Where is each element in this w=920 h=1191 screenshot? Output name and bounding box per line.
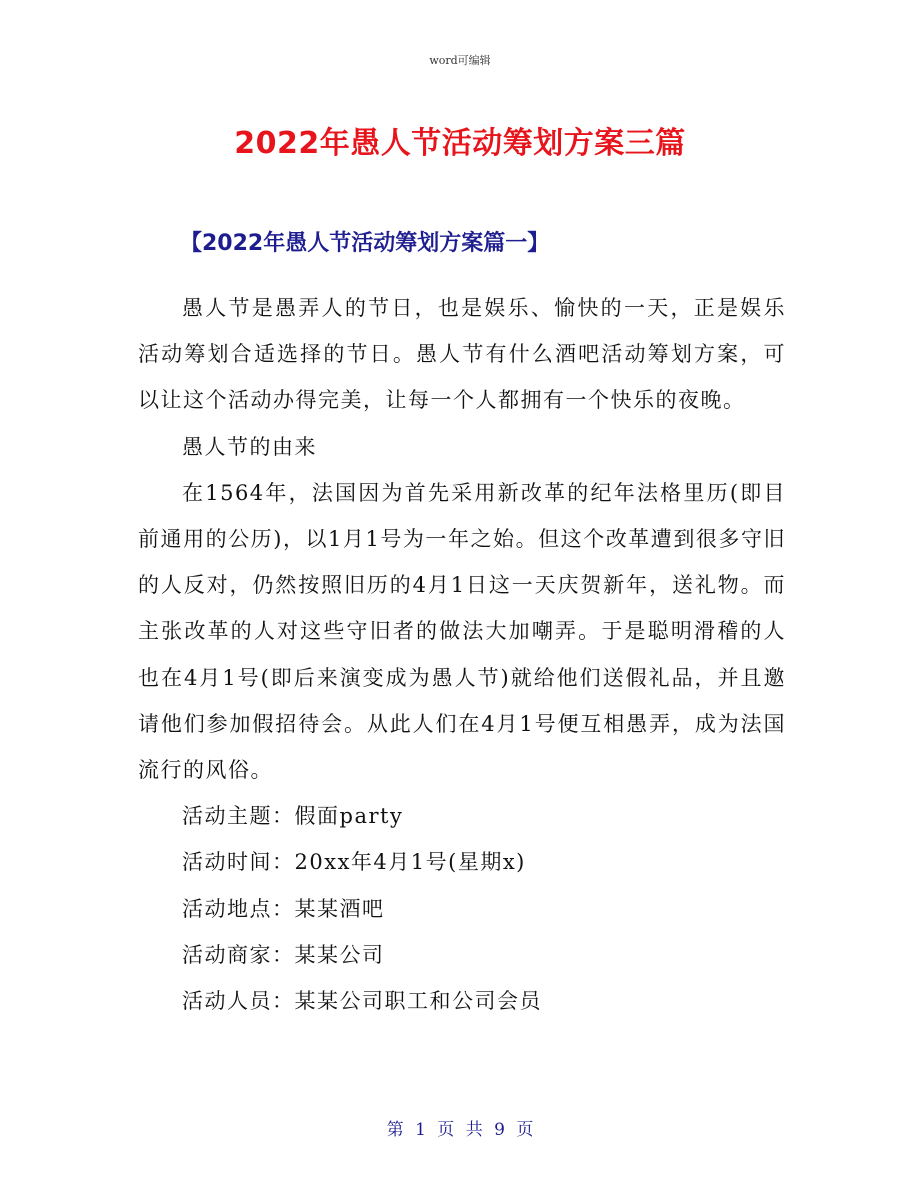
section-heading: 【2022年愚人节活动筹划方案篇一】 xyxy=(180,231,550,256)
activity-merchant: 活动商家：某某公司 xyxy=(182,942,385,967)
activity-location: 活动地点：某某酒吧 xyxy=(182,896,385,921)
intro-paragraph: 愚人节是愚弄人的节日，也是娱乐、愉快的一天，正是娱乐活动筹划合适选择的节日。愚人节有什么酒吧活动筹划方案，可以让这个活动办得完美，让每一个人都拥有一个快乐的夜晚。 xyxy=(138,296,786,413)
header-note: word可编辑 xyxy=(429,54,491,67)
origin-heading: 愚人节的由来 xyxy=(182,434,317,459)
document-body xyxy=(138,285,786,1024)
document-title: 2022年愚人节活动筹划方案三篇 xyxy=(234,126,686,161)
activity-participants: 活动人员：某某公司职工和公司会员 xyxy=(182,989,542,1014)
activity-time: 活动时间：20xx年4月1号(星期x) xyxy=(182,850,526,875)
activity-theme: 活动主题：假面party xyxy=(182,804,404,829)
origin-paragraph: 在1564年，法国因为首先采用新改革的纪年法格里历(即目前通用的公历)，以1月1号为一年之始。但这个改革遭到很多守旧的人反对，仍然按照旧历的4月1日这一天庆贺新年，送礼物。而主张改革的人对这些守旧者的做法大加嘲弄。于是聪明滑稽的人也在4月1号(即后来演变成为愚人节)就给他们送假礼品，并且邀请他们参加假招待会。从此人们在4月1号便互相愚弄，成为法国流行的风俗。 xyxy=(138,480,786,783)
page-footer: 第 1 页 共 9 页 xyxy=(386,1120,534,1140)
